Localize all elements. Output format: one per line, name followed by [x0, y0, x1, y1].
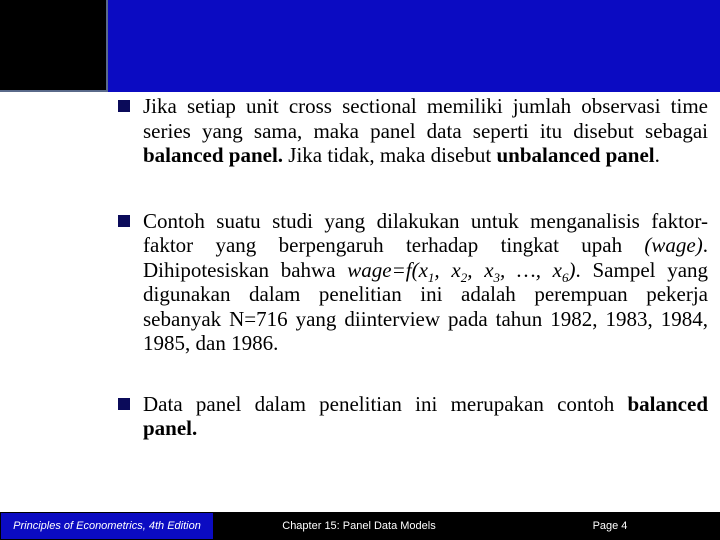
header-band	[0, 0, 720, 92]
text: Data panel dalam penelitian ini merupakan contoh	[143, 391, 628, 416]
footer-bar	[0, 512, 720, 540]
bold-term: balanced panel.	[143, 143, 284, 167]
text: Contoh suatu studi yang dilakukan untuk menganalisis faktor-faktor yang berpengaruh terhadap tingkat upah	[143, 208, 708, 257]
text: . Sampel yang digunakan dalam penelitian ini adalah perempuan pekerja sebanyak N=716 yang diinterview pada tahun 1982, 1983, 1984, 1985, dan 1986.	[143, 257, 709, 355]
square-bullet-icon	[118, 215, 130, 227]
wage-formula: $wage=f(x_1$, $x_2$, $x_3$, …, $x_6$)	[347, 257, 576, 285]
text: Jika tidak, maka disebut	[283, 143, 497, 167]
bold-term: unbalanced panel	[496, 143, 655, 167]
square-bullet-icon	[118, 398, 130, 410]
corner-block	[0, 0, 108, 92]
bullet-example-study	[118, 209, 708, 356]
bullet-balanced-panel	[118, 94, 708, 168]
square-bullet-icon	[118, 100, 130, 112]
footer-book-title: Principles of Econometrics, 4th Edition	[0, 512, 214, 540]
bullet-panel-data	[118, 392, 708, 441]
text: . Dihipotesiskan bahwa	[143, 233, 708, 282]
text: .	[654, 143, 660, 167]
text: Jika setiap unit cross sectional memiliki jumlah observasi time series yang sama, maka panel data seperti itu disebut sebagai	[143, 94, 708, 143]
footer-chapter: Chapter 15: Panel Data Models	[282, 520, 436, 532]
italic-term: (wage)	[644, 233, 703, 257]
bold-term: balanced panel.	[143, 391, 708, 440]
slide-content	[118, 92, 708, 441]
footer-page-number: Page 4	[592, 520, 628, 532]
